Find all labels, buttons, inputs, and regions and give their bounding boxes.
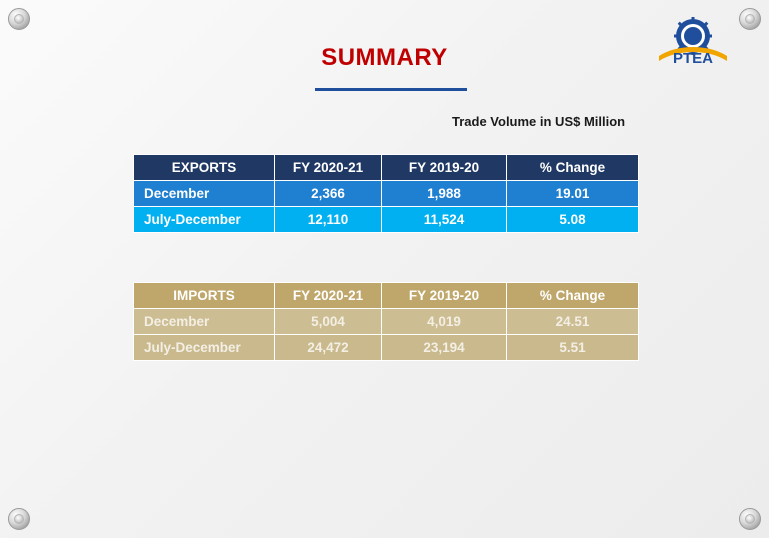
cell-fy2020: 4,019 bbox=[382, 309, 507, 335]
imports-table bbox=[133, 282, 639, 361]
screw-top-left-icon bbox=[8, 8, 30, 30]
cell-fy2021: 12,110 bbox=[275, 207, 382, 233]
cell-fy2021: 2,366 bbox=[275, 181, 382, 207]
cell-fy2021: 24,472 bbox=[275, 335, 382, 361]
cell-period: December bbox=[134, 181, 275, 207]
screw-bottom-left-icon bbox=[8, 508, 30, 530]
column-header-change: % Change bbox=[507, 155, 639, 181]
exports-table bbox=[133, 154, 639, 233]
table-row bbox=[134, 335, 639, 361]
cell-period: July-December bbox=[134, 207, 275, 233]
cell-fy2020: 1,988 bbox=[382, 181, 507, 207]
column-header-imports: IMPORTS bbox=[134, 283, 275, 309]
trade-volume-subtitle: Trade Volume in US$ Million bbox=[452, 114, 626, 129]
column-header-exports: EXPORTS bbox=[134, 155, 275, 181]
cell-change: 24.51 bbox=[507, 309, 639, 335]
table-header-row bbox=[134, 283, 639, 309]
column-header-fy2020: FY 2019-20 bbox=[382, 155, 507, 181]
screw-bottom-right-icon bbox=[739, 508, 761, 530]
cell-fy2020: 11,524 bbox=[382, 207, 507, 233]
column-header-change: % Change bbox=[507, 283, 639, 309]
column-header-fy2021: FY 2020-21 bbox=[275, 283, 382, 309]
table-row bbox=[134, 309, 639, 335]
cell-period: July-December bbox=[134, 335, 275, 361]
cell-change: 5.08 bbox=[507, 207, 639, 233]
column-header-fy2020: FY 2019-20 bbox=[382, 283, 507, 309]
column-header-fy2021: FY 2020-21 bbox=[275, 155, 382, 181]
ptea-logo-text: PTEA bbox=[672, 50, 714, 67]
cell-period: December bbox=[134, 309, 275, 335]
cell-fy2020: 23,194 bbox=[382, 335, 507, 361]
cell-fy2021: 5,004 bbox=[275, 309, 382, 335]
table-row bbox=[134, 181, 639, 207]
title-underline bbox=[315, 88, 467, 91]
table-row bbox=[134, 207, 639, 233]
screw-top-right-icon bbox=[739, 8, 761, 30]
cell-change: 19.01 bbox=[507, 181, 639, 207]
cell-change: 5.51 bbox=[507, 335, 639, 361]
table-header-row bbox=[134, 155, 639, 181]
page-title: SUMMARY bbox=[321, 44, 448, 71]
